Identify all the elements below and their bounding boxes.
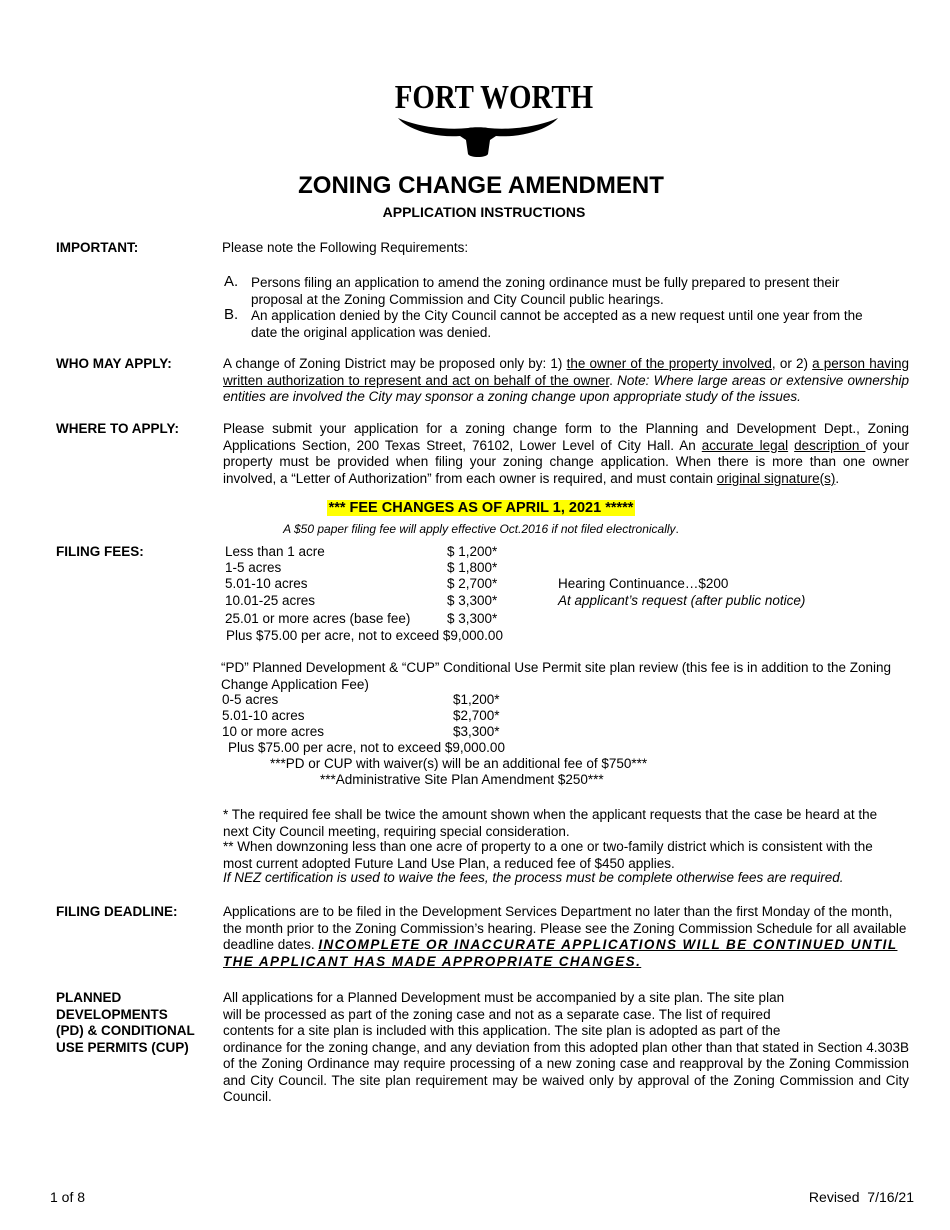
admin-site-plan-fee: ***Administrative Site Plan Amendment $250*** bbox=[320, 772, 604, 787]
fee-note-2: ** When downzoning less than one acre of property to a one or two-family district which is consistent with the most current adopted Future Land Use Plan, a reduced fee of $450 applies. bbox=[223, 839, 873, 871]
revision-date: Revised 7/16/21 bbox=[808, 1189, 914, 1205]
hearing-continuance-note: At applicant’s request (after public notice) bbox=[558, 593, 806, 608]
where-to-apply-label: WHERE TO APPLY: bbox=[56, 421, 180, 436]
fee-per-acre: Plus $75.00 per acre, not to exceed $9,000.00 bbox=[226, 628, 503, 643]
who-may-apply-label: WHO MAY APPLY: bbox=[56, 356, 172, 371]
fee-row-fee: $ 3,300* bbox=[447, 593, 498, 608]
filing-deadline-label: FILING DEADLINE: bbox=[56, 904, 178, 919]
page-title: ZONING CHANGE AMENDMENT bbox=[298, 172, 664, 199]
pd-row-size: 5.01-10 acres bbox=[222, 708, 305, 723]
pd-per-acre: Plus $75.00 per acre, not to exceed $9,000.00 bbox=[228, 740, 505, 755]
longhorn-icon bbox=[380, 114, 576, 160]
important-label: IMPORTANT: bbox=[56, 240, 139, 255]
who-may-apply-text: A change of Zoning District may be proposed only by: 1) the owner of the property involved, or 2) a person having written authorization to represent and act on behalf of the owner. Note: Where large areas or extensive ownership entities are involved the City may sponsor a zoning change upon appropriate study of the issues. bbox=[223, 356, 909, 404]
fee-row-size: 5.01-10 acres bbox=[225, 576, 308, 591]
planned-developments-label: PLANNED DEVELOPMENTS (PD) & CONDITIONAL USE PERMITS (CUP) bbox=[56, 990, 195, 1055]
page-subtitle: APPLICATION INSTRUCTIONS bbox=[382, 204, 586, 220]
filing-deadline-text: Applications are to be filed in the Development Services Department no later than the first Monday of the month, the month prior to the Zoning Commission’s hearing. Please see the Zoning Commission Schedule for all available deadline dates. INCOMPLETE OR INACCURATE APPLICATIONS WILL BE CONTINUED UNTIL THE APPLICANT HAS MADE APPROPRIATE CHANGES. bbox=[223, 904, 907, 969]
fee-row-fee: $ 1,800* bbox=[447, 560, 498, 575]
important-item-b: An application denied by the City Council cannot be accepted as a new request until one year from the date the original application was denied. bbox=[251, 308, 863, 340]
important-item-a: Persons filing an application to amend the zoning ordinance must be fully prepared to present their proposal at the Zoning Commission and City Council public hearings. bbox=[251, 275, 840, 307]
pd-cup-intro: “PD” Planned Development & “CUP” Conditional Use Permit site plan review (this fee is in addition to the Zoning Change Application Fee) bbox=[221, 660, 892, 692]
important-item-a-marker: A. bbox=[224, 273, 239, 290]
pd-row-size: 10 or more acres bbox=[222, 724, 325, 739]
fee-row-size: 1-5 acres bbox=[225, 560, 282, 575]
fee-note-1: * The required fee shall be twice the amount shown when the applicant requests that the case be heard at the next City Council meeting, requiring special consideration. bbox=[223, 807, 878, 839]
logo-text: FORT WORTH bbox=[394, 79, 594, 116]
fort-worth-logo bbox=[380, 78, 594, 160]
pd-row-fee: $1,200* bbox=[453, 692, 500, 707]
important-item-b-marker: B. bbox=[224, 306, 239, 323]
pd-row-fee: $2,700* bbox=[453, 708, 500, 723]
pd-row-fee: $3,300* bbox=[453, 724, 500, 739]
fee-row-fee: $ 2,700* bbox=[447, 576, 498, 591]
hearing-continuance: Hearing Continuance…$200 bbox=[558, 576, 729, 591]
paper-fee-note: A $50 paper filing fee will apply effective Oct.2016 if not filed electronically. bbox=[283, 522, 679, 536]
fee-row-fee: $ 1,200* bbox=[447, 544, 498, 559]
fee-row-size: Less than 1 acre bbox=[225, 544, 325, 559]
fee-change-banner: *** FEE CHANGES AS OF APRIL 1, 2021 ***** bbox=[328, 500, 634, 516]
pd-waiver-fee: ***PD or CUP with waiver(s) will be an additional fee of $750*** bbox=[270, 756, 648, 771]
pd-row-size: 0-5 acres bbox=[222, 692, 279, 707]
fee-note-3: If NEZ certification is used to waive the fees, the process must be complete otherwise fees are required. bbox=[223, 870, 844, 885]
important-intro: Please note the Following Requirements: bbox=[222, 240, 469, 255]
filing-fees-label: FILING FEES: bbox=[56, 544, 144, 559]
fee-row-size: 10.01-25 acres bbox=[225, 593, 316, 608]
page-number: 1 of 8 bbox=[50, 1189, 86, 1205]
fee-row-fee: $ 3,300* bbox=[447, 611, 498, 626]
fee-row-size: 25.01 or more acres (base fee) bbox=[225, 611, 411, 626]
planned-developments-text: All applications for a Planned Development must be accompanied by a site plan. The site plan will be processed as part of the zoning case and not as a separate case. The list of required contents for a site plan is included with this application. The site plan is adopted as part of the ordinance for the zoning change, and any deviation from this adopted plan other than that stated in Section 4.303B of the Zoning Ordinance may require processing of a new zoning case and reapproval by the Zoning Commission and City Council. The site plan requirement may be waived only by approval of the Zoning Commission and City Council. bbox=[223, 990, 909, 1104]
where-to-apply-text: Please submit your application for a zoning change form to the Planning and Development Dept., Zoning Applications Section, 200 Texas Street, 76102, Lower Level of City Hall. An accurate legal description of your property must be provided when filing your zoning change application. When there is more than one owner involved, a “Letter of Authorization” from each owner is required, and must contain original signature(s). bbox=[223, 421, 909, 486]
